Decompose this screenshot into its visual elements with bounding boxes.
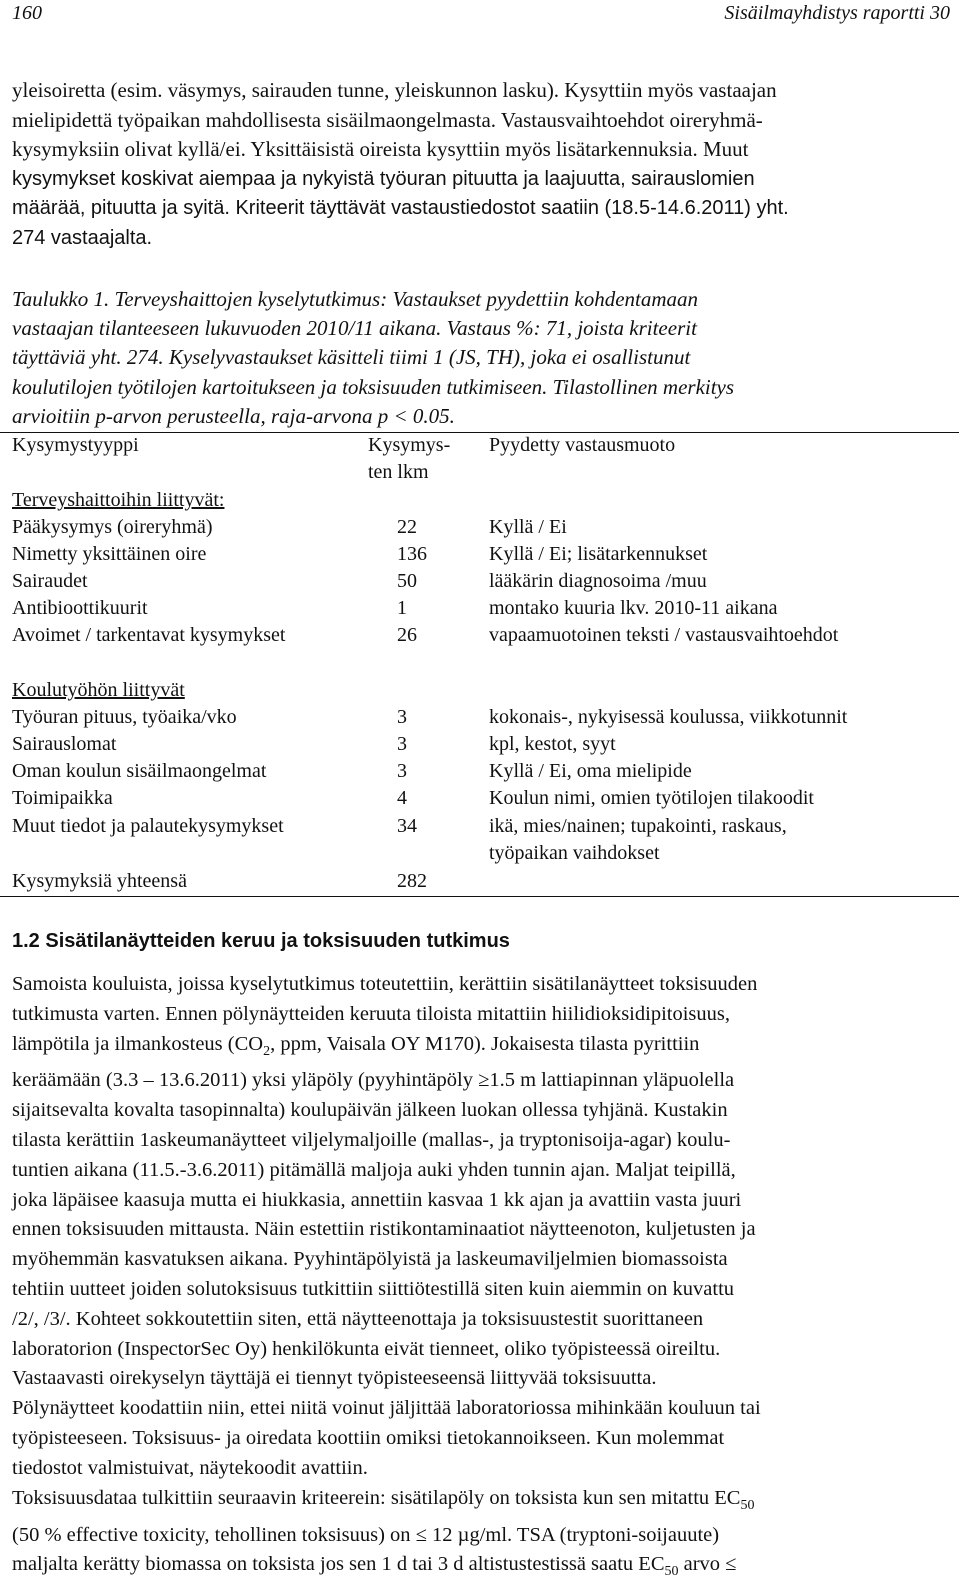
intro-line: kysymykset koskivat aiempaa ja nykyistä työuran pituutta ja laajuutta, sairauslomien bbox=[12, 167, 755, 190]
cell-format: montako kuuria lkv. 2010-11 aikana bbox=[489, 597, 778, 619]
body-line: keräämään (3.3 – 13.6.2011) yksi yläpöly (pyyhintäpöly ≥1.5 m lattiapinnan yläpuolella bbox=[12, 1069, 735, 1092]
body-text: , ppm, Vaisala OY M170). Jokaisesta tilasta pyrittiin bbox=[270, 1032, 700, 1055]
cell-format: työpaikan vaihdokset bbox=[489, 842, 660, 864]
cell-format: Koulun nimi, omien työtilojen tilakoodit bbox=[489, 787, 814, 809]
cell-type: Antibioottikuurit bbox=[12, 597, 148, 619]
caption-line: vastaajan tilanteeseen lukuvuoden 2010/11 aikana. Vastaus %: 71, joista kriteerit bbox=[12, 316, 697, 341]
body-line bbox=[12, 1030, 948, 1067]
table-row bbox=[12, 758, 959, 785]
body-line: myöhemmän kasvatuksen aikana. Pyyhintäpölyistä ja laskeumaviljelmien biomassoista bbox=[12, 1248, 728, 1271]
body-line: Vastaavasti oirekyselyn täyttäjä ei tiennyt työpisteeseensä liittyvää toksisuutta. bbox=[12, 1367, 657, 1390]
body-line: ennen toksisuuden mittausta. Näin estettiin ristikontaminaatiot näytteenoton, kuljetusten ja bbox=[12, 1218, 756, 1241]
table-row bbox=[12, 541, 959, 568]
intro-line: kysymyksiin olivat kyllä/ei. Yksittäisistä oireista kysyttiin myös lisätarkennuksia. Muut bbox=[12, 137, 749, 161]
section-heading: 1.2 Sisätilanäytteiden keruu ja toksisuuden tutkimus bbox=[12, 930, 510, 952]
intro-line: mielipidettä työpaikan mahdollisesta sisäilmaongelmasta. Vastausvaihtoehdot oireryhmä- bbox=[12, 107, 763, 132]
group-label bbox=[12, 487, 959, 514]
body-line: työpisteeseen. Toksisuus- ja oiredata koottiin omiksi tietokannoikseen. Kun molemmat bbox=[12, 1427, 725, 1450]
cell-type: Oman koulun sisäilmaongelmat bbox=[12, 760, 267, 782]
page-header bbox=[12, 2, 950, 28]
cell-format: kpl, kestot, syyt bbox=[489, 733, 616, 755]
caption-line: arvioitiin p-arvon perusteella, raja-arvona p < 0.05. bbox=[12, 403, 455, 428]
cell-type: Sairauslomat bbox=[12, 733, 117, 755]
body-line: tutkimusta varten. Ennen pölynäytteiden keruuta tiloista mitattiin hiilidioksidipitoisuus, bbox=[12, 1002, 730, 1025]
table-row bbox=[12, 704, 959, 731]
body-line: joka läpäisee kaasuja mutta ei hiukkasia, annettiin kasvaa 1 kk ajan ja avattiin vasta juuri bbox=[12, 1188, 742, 1211]
page-number: 160 bbox=[12, 2, 42, 24]
group-label bbox=[12, 677, 959, 704]
body-line: /2/, /3/. Kohteet sokkoutettiin siten, että näytteenottaja ja toksisuustestit suorittaneen bbox=[12, 1307, 704, 1330]
cell-format: Kyllä / Ei; lisätarkennukset bbox=[489, 543, 708, 565]
cell-format: vapaamuotoinen teksti / vastausvaihtoehdot bbox=[489, 624, 839, 646]
cell-type: Pääkysymys (oireryhmä) bbox=[12, 516, 213, 538]
cell-format: Kyllä / Ei bbox=[489, 516, 567, 538]
caption-line: täyttäviä yht. 274. Kyselyvastaukset käsitteli tiimi 1 (JS, TH), joka ei osallistunut bbox=[12, 345, 691, 370]
cell-format: kokonais-, nykyisessä koulussa, viikkotunnit bbox=[489, 706, 848, 728]
cell-count: 22 bbox=[397, 516, 417, 538]
cell-type: Nimetty yksittäinen oire bbox=[12, 543, 207, 565]
cell-type: Toimipaikka bbox=[12, 787, 113, 809]
table-row bbox=[12, 785, 959, 812]
table-row bbox=[12, 622, 959, 649]
subscript: 2 bbox=[263, 1043, 271, 1059]
cell-type: Muut tiedot ja palautekysymykset bbox=[12, 815, 284, 837]
cell-format: Kyllä / Ei, oma mielipide bbox=[489, 760, 692, 782]
body-line: tiedostot valmistuivat, näytekoodit avattiin. bbox=[12, 1456, 368, 1479]
group-school-label: Koulutyöhön liittyvät bbox=[12, 679, 185, 701]
body-text: lämpötila ja ilmankosteus (CO bbox=[12, 1032, 264, 1055]
cell-format: ikä, mies/nainen; tupakointi, raskaus, bbox=[489, 815, 787, 837]
body-line bbox=[12, 1550, 948, 1587]
table-row bbox=[12, 514, 959, 541]
body-line bbox=[12, 1484, 948, 1521]
col-header-count-2: ten lkm bbox=[368, 461, 429, 483]
body-line: laboratorion (InspectorSec Oy) henkilökunta eivät tienneet, oliko työpisteessä oireiltu. bbox=[12, 1337, 721, 1360]
intro-paragraph bbox=[12, 76, 947, 253]
cell-type: Työuran pituus, työaika/vko bbox=[12, 706, 237, 728]
cell-count: 4 bbox=[397, 787, 407, 809]
cell-count: 3 bbox=[397, 733, 407, 755]
body-line: tuntien aikana (11.5.-3.6.2011) pitämällä maljoja auki yhden tunnin ajan. Maljat teipillä, bbox=[12, 1158, 736, 1181]
caption-line: Taulukko 1. Terveyshaittojen kyselytutkimus: Vastaukset pyydettiin kohdentamaan bbox=[12, 287, 699, 311]
subscript: 50 bbox=[740, 1497, 755, 1513]
table-caption bbox=[12, 285, 947, 431]
caption-line: koulutilojen työtilojen kartoitukseen ja toksisuuden tutkimiseen. Tilastollinen merkitys bbox=[12, 374, 735, 399]
cell-count: 3 bbox=[397, 760, 407, 782]
group-health-label: Terveyshaittoihin liittyvät: bbox=[12, 489, 225, 511]
table-bottom-rule bbox=[0, 896, 959, 897]
cell-count: 3 bbox=[397, 706, 407, 728]
body-line: Pölynäytteet koodattiin niin, ettei niitä voinut jäljittää laboratoriossa mihinkään kouluun tai bbox=[12, 1397, 761, 1420]
cell-count: 136 bbox=[397, 543, 427, 565]
table-total-row bbox=[12, 868, 959, 895]
cell-type: Avoimet / tarkentavat kysymykset bbox=[12, 624, 286, 646]
intro-line: määrää, pituutta ja syitä. Kriteerit täyttävät vastaustiedostot saatiin (18.5-14.6.2011) yht. bbox=[12, 197, 789, 219]
table-row bbox=[12, 568, 959, 595]
intro-line: 274 vastaajalta. bbox=[12, 226, 153, 249]
total-label: Kysymyksiä yhteensä bbox=[12, 870, 187, 892]
table-row bbox=[12, 813, 959, 840]
body-line: (50 % effective toxicity, tehollinen toksisuus) on ≤ 12 µg/ml. TSA (tryptoni-soijauute) bbox=[12, 1523, 720, 1546]
body-line: tehtiin uutteet joiden solutoksisuus tutkittiin siittiötestillä siten kuin aiemmin on kuvattu bbox=[12, 1278, 735, 1301]
intro-line: yleisoiretta (esim. väsymys, sairauden tunne, yleiskunnon lasku). Kysyttiin myös vastaajan bbox=[12, 78, 777, 102]
col-header-count: Kysymys- bbox=[368, 434, 451, 456]
body-line: Samoista kouluista, joissa kyselytutkimus toteutettiin, kerättiin sisätilanäytteet toksisuuden bbox=[12, 973, 758, 995]
table-row bbox=[12, 595, 959, 622]
cell-count: 1 bbox=[397, 597, 407, 619]
cell-type: Sairaudet bbox=[12, 570, 88, 592]
body-text: Toksisuusdataa tulkittiin seuraavin kriteerein: sisätilapöly on toksista kun sen mitattu EC bbox=[12, 1486, 741, 1509]
body-line: tilasta kerättiin 1askeumanäytteet viljelymaljoille (mallas-, ja tryptonisoija-agar) koulu- bbox=[12, 1129, 731, 1152]
total-count: 282 bbox=[397, 870, 427, 892]
report-title: Sisäilmayhdistys raportti 30 bbox=[724, 2, 950, 24]
table-header-row-2 bbox=[12, 459, 959, 486]
cell-format: lääkärin diagnosoima /muu bbox=[489, 570, 707, 592]
body-text: maljalta kerätty biomassa on toksista jos sen 1 d tai 3 d altistustestissä saatu EC bbox=[12, 1553, 665, 1576]
cell-count: 50 bbox=[397, 570, 417, 592]
table-row-continuation bbox=[12, 840, 959, 867]
cell-count: 26 bbox=[397, 624, 417, 646]
subscript: 50 bbox=[664, 1564, 679, 1580]
cell-count: 34 bbox=[397, 815, 417, 837]
table-header-row bbox=[12, 432, 959, 459]
body-line: sijaitsevalta kovalta tasopinnalta) koulupäivän jälkeen luokan ollessa tyhjänä. Kustakin bbox=[12, 1099, 728, 1122]
col-header-format: Pyydetty vastausmuoto bbox=[489, 434, 676, 456]
body-paragraph bbox=[12, 970, 948, 1587]
body-text: arvo ≤ bbox=[678, 1553, 737, 1576]
col-header-type: Kysymystyyppi bbox=[12, 434, 139, 456]
table-row bbox=[12, 731, 959, 758]
